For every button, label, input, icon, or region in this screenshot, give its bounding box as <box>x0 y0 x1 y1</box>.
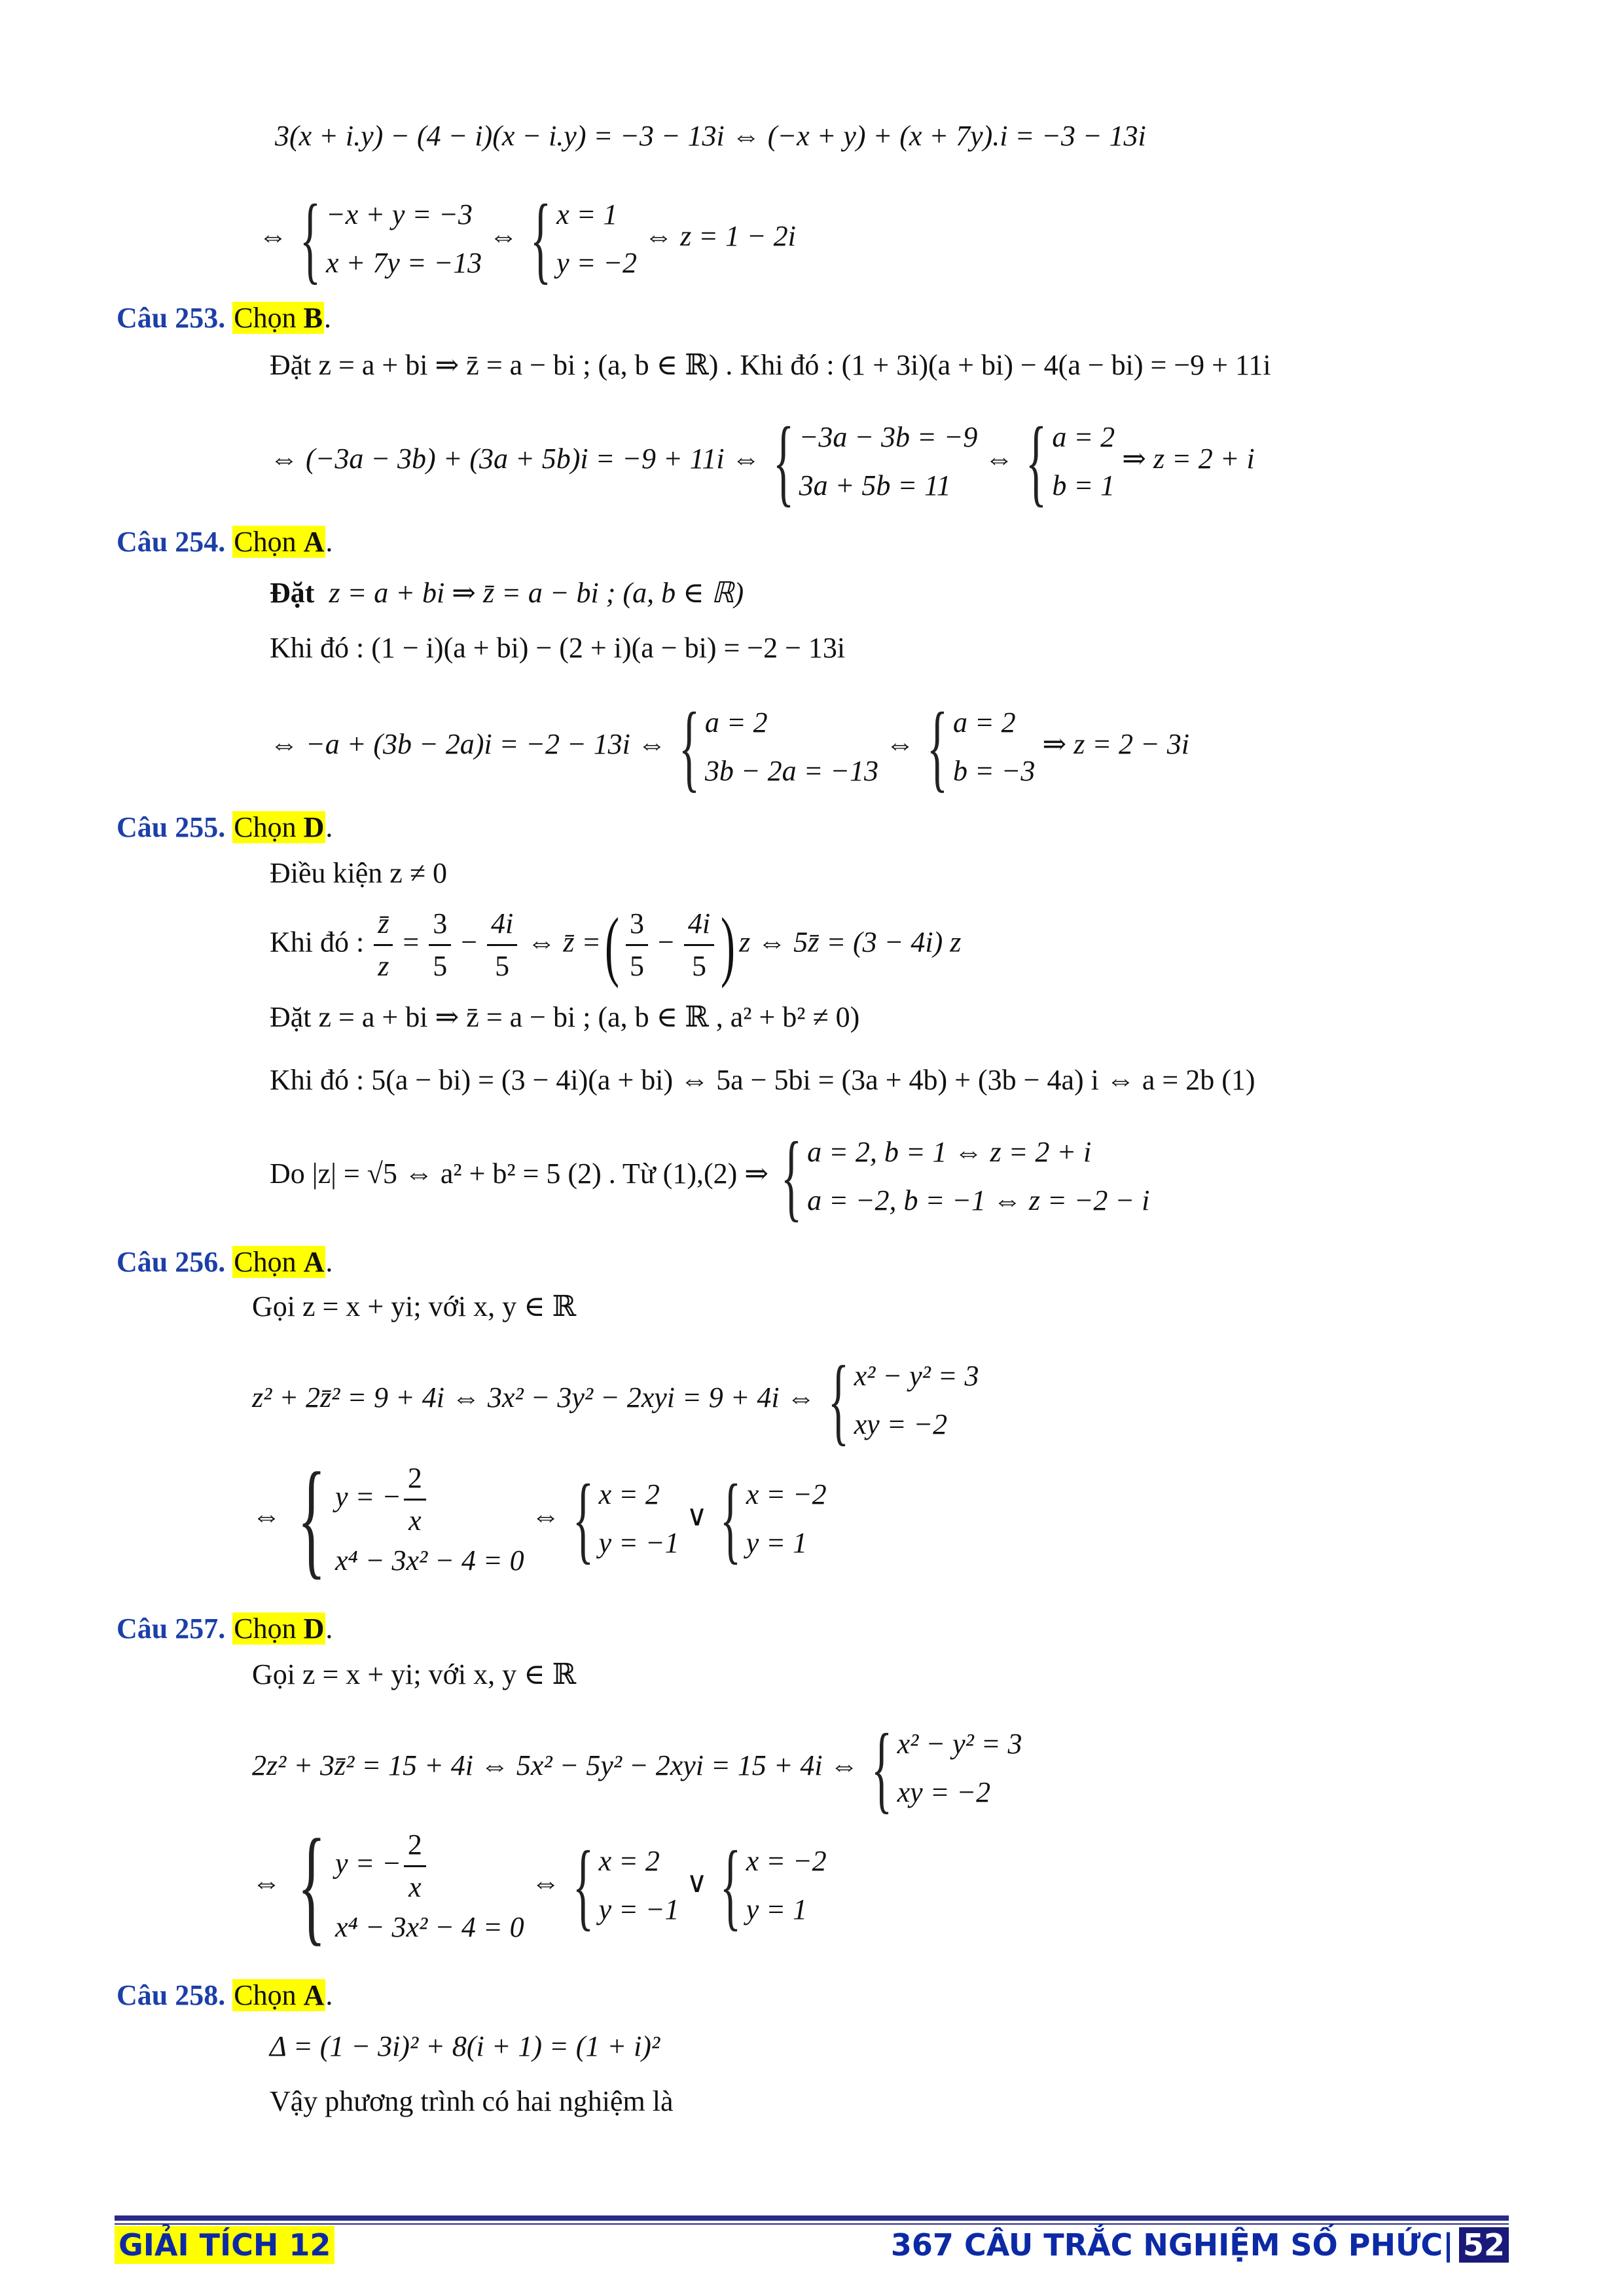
intro-system-1: { −x + y = −3 x + 7y = −13 <box>299 185 482 293</box>
q256-system-3: { x = 2 y = −1 <box>572 1465 679 1573</box>
q256-line-2: z² + 2z̄² = 9 + 4i ⇔ 3x² − 3y² − 2xyi = 9 + 4i ⇔ { x² − y² = 3 xy = −2 <box>252 1346 979 1455</box>
q253-system-2: { a = 2 b = 1 <box>1026 407 1115 516</box>
intro-equation-1: 3(x + i.y) − (4 − i)(x − i.y) = −3 − 13i ⇔ (−x + y) + (x + 7y).i = −3 − 13i <box>275 120 1146 152</box>
q256-system-4: { x = −2 y = 1 <box>719 1465 827 1573</box>
q258-line-2: Vậy phương trình có hai nghiệm là <box>270 2085 674 2117</box>
q256-system-2: { y = − $\frac{2}{x}$ x⁴ − 3x² − 4 = 0 <box>297 1446 524 1591</box>
question-257-header: Câu 257. Chọn D. <box>117 1613 333 1645</box>
answer-choice: Chọn D <box>234 811 325 843</box>
q256-line-1: Gọi z = x + yi; với x, y ∈ ℝ <box>252 1290 577 1322</box>
page-number: 52 <box>1459 2227 1509 2263</box>
answer-choice: Chọn A <box>234 1979 325 2011</box>
footer-rule <box>115 2215 1509 2225</box>
intro-equation-2: ⇔ { −x + y = −3 x + 7y = −13 ⇔ { x = 1 y = −2 ⇔ z = 1 − 2i <box>259 185 796 293</box>
question-number: Câu 254. <box>117 526 226 558</box>
q256-system-1: { x² − y² = 3 xy = −2 <box>827 1346 979 1455</box>
intro-system-2: { x = 1 y = −2 <box>530 185 638 293</box>
footer-title: 367 CÂU TRẮC NGHIỆM SỐ PHỨC| 52 <box>891 2226 1509 2264</box>
q255-line-4: Khi đó : 5(a − bi) = (3 − 4i)(a + bi) ⇔ 5a − 5bi = (3a + 4b) + (3b − 4a) i ⇔ a = 2b (1) <box>270 1064 1255 1096</box>
q255-line-3: Đặt z = a + bi ⇒ z̄ = a − bi ; (a, b ∈ ℝ , a² + b² ≠ 0) <box>270 1001 860 1033</box>
q255-line-2: Khi đó : $\frac{z̄}{z}$ = $\frac{3}{5}$ − $\frac{4i}{5}$ ⇔ z̄ = ( $\frac{3}{5}$ − $\frac{4i}{5}$ ) z ⇔ 5z̄ = (3 − 4i) z <box>270 901 962 989</box>
question-258-header: Câu 258. Chọn A. <box>117 1979 333 2011</box>
answer-choice: Chọn D <box>234 1613 325 1645</box>
footer-subject: GIẢI TÍCH 12 <box>115 2226 334 2264</box>
q257-line-3: ⇔ { y = − $\frac{2}{x}$ x⁴ − 3x² − 4 = 0 ⇔ { x = 2 y = −1 ∨ { x = −2 y = 1 <box>252 1813 827 1958</box>
q256-line-3: ⇔ { y = − $\frac{2}{x}$ x⁴ − 3x² − 4 = 0 ⇔ { x = 2 y = −1 ∨ { x = −2 y = 1 <box>252 1446 827 1591</box>
answer-choice: Chọn B <box>234 302 323 334</box>
q258-line-1: Δ = (1 − 3i)² + 8(i + 1) = (1 + i)² <box>270 2030 660 2062</box>
question-number: Câu 253. <box>117 302 226 334</box>
q254-line-2: Khi đó : (1 − i)(a + bi) − (2 + i)(a − bi) = −2 − 13i <box>270 632 846 664</box>
q253-line-2: ⇔ (−3a − 3b) + (3a + 5b)i = −9 + 11i ⇔ { −3a − 3b = −9 3a + 5b = 11 ⇔ { a = 2 b = 1 ⇒ z = 2 + i <box>270 407 1255 516</box>
q255-line-1: Điều kiện z ≠ 0 <box>270 857 447 889</box>
q257-line-2: 2z² + 3z̄² = 15 + 4i ⇔ 5x² − 5y² − 2xyi = 15 + 4i ⇔ { x² − y² = 3 xy = −2 <box>252 1714 1022 1823</box>
question-number: Câu 256. <box>117 1246 226 1278</box>
answer-choice: Chọn A <box>234 526 325 558</box>
q257-system-1: { x² − y² = 3 xy = −2 <box>871 1714 1022 1823</box>
q254-system-1: { a = 2 3b − 2a = −13 <box>678 693 878 801</box>
q257-system-2: { y = − $\frac{2}{x}$ x⁴ − 3x² − 4 = 0 <box>297 1813 524 1958</box>
question-255-header: Câu 255. Chọn D. <box>117 811 333 843</box>
q254-system-2: { a = 2 b = −3 <box>926 693 1036 801</box>
q253-line-1: Đặt z = a + bi ⇒ z̄ = a − bi ; (a, b ∈ ℝ) . Khi đó : (1 + 3i)(a + bi) − 4(a − bi) = −9 + 11i <box>270 349 1271 381</box>
q257-system-3: { x = 2 y = −1 <box>572 1831 679 1940</box>
question-254-header: Câu 254. Chọn A. <box>117 526 333 558</box>
question-253-header: Câu 253. Chọn B. <box>117 302 331 334</box>
q257-line-1: Gọi z = x + yi; với x, y ∈ ℝ <box>252 1658 577 1690</box>
question-number: Câu 255. <box>117 811 226 843</box>
question-number: Câu 257. <box>117 1613 226 1645</box>
q257-system-4: { x = −2 y = 1 <box>719 1831 827 1940</box>
answer-choice: Chọn A <box>234 1246 325 1278</box>
question-number: Câu 258. <box>117 1979 226 2011</box>
question-256-header: Câu 256. Chọn A. <box>117 1246 333 1278</box>
q254-line-3: ⇔ −a + (3b − 2a)i = −2 − 13i ⇔ { a = 2 3b − 2a = −13 ⇔ { a = 2 b = −3 ⇒ z = 2 − 3i <box>270 693 1189 801</box>
q255-line-5: Do |z| = √5 ⇔ a² + b² = 5 (2) . Từ (1),(2) ⇒ { a = 2, b = 1 ⇔ z = 2 + i a = −2, b = −1 ⇔ z = −2 − i <box>270 1122 1150 1231</box>
q253-system-1: { −3a − 3b = −9 3a + 5b = 11 <box>772 407 978 516</box>
q255-system: { a = 2, b = 1 ⇔ z = 2 + i a = −2, b = −1 ⇔ z = −2 − i <box>780 1122 1150 1231</box>
q254-line-1: Đặt z = a + bi ⇒ z̄ = a − bi ; (a, b ∈ ℝ) <box>270 577 744 609</box>
